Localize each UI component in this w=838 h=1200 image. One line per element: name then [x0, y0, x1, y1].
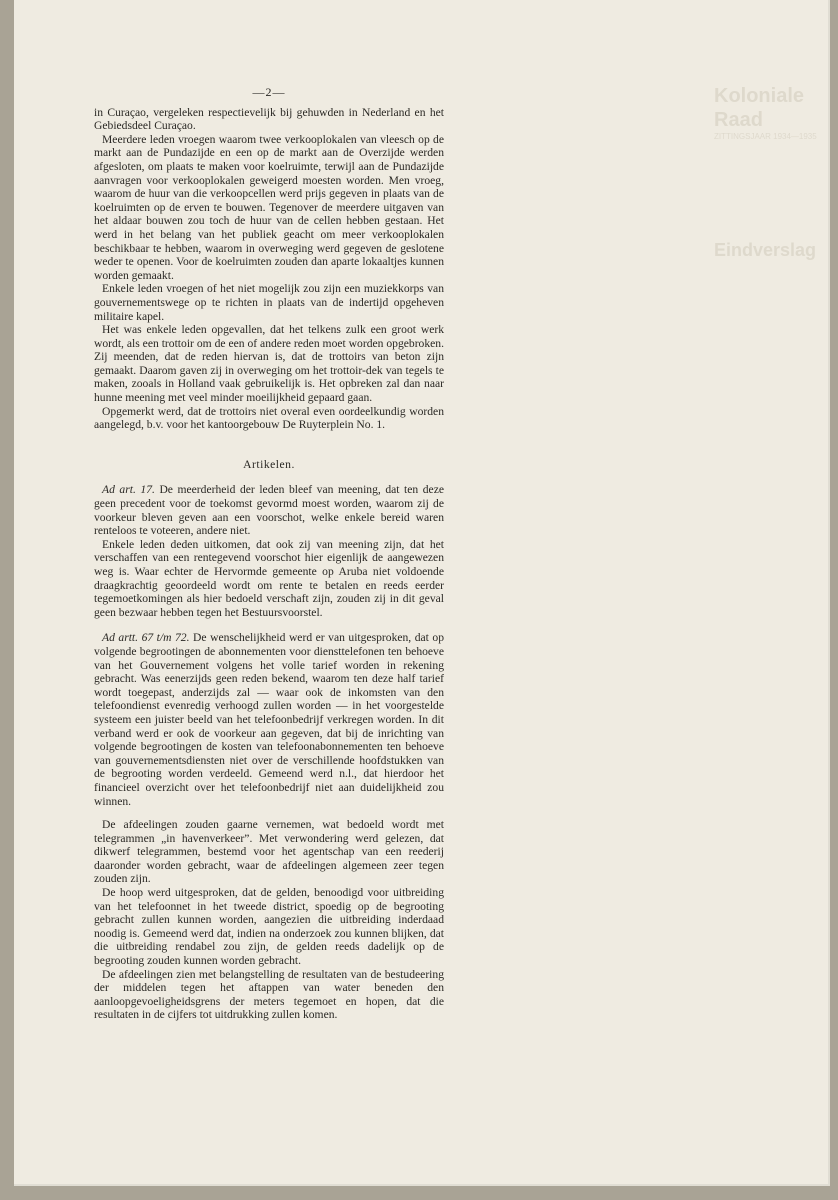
page-number: —2—	[252, 85, 286, 99]
paragraph: De afdeelingen zouden gaarne vernemen, wat bedoeld wordt met telegrammen „in havenverkeer”. Met verwondering werd gelezen, dat dikwerf telegrammen, bestemd voor het agentschap van een reederij daaronder worden gebracht, waar de afdeelingen algemeen zeer tegen zouden zijn.	[94, 818, 444, 886]
bleed-through-header	[714, 84, 834, 262]
article-ref: Ad art. 17.	[102, 483, 155, 497]
article-ref: Ad artt. 67 t/m 72.	[102, 631, 190, 645]
paragraph: Het was enkele leden opgevallen, dat het telkens zulk een groot werk wordt, als een trottoir om de een of andere reden moet worden opgebroken. Zij meenden, dat de reden hiervan is, dat de trottoirs van beton zijn gemaakt. Daarom gaven zij in overweging om het trottoir-dek van tegels te maken, zooals in Holland vaak gebruikelijk is. Het opbreken zal dan naar hunne meening met veel minder moeilijkheid gepaard gaan.	[94, 323, 444, 405]
paragraph: De afdeelingen zien met belangstelling de resultaten van de bestudeering der middelen tegen het aftappen van water beneden den aanloopgevoeligheidsgrens der meters tegemoet en hopen, dat die resultaten in de cijfers tot uitdrukking zullen komen.	[94, 967, 444, 1022]
ghost-section: Eindverslag	[714, 240, 817, 260]
paragraph: Opgemerkt werd, dat de trottoirs niet overal even oordeelkundig worden aangelegd, b.v. voor het kantoorgebouw De Ruyterplein No. 1.	[94, 404, 444, 432]
section-heading: Artikelen.	[243, 457, 295, 471]
paragraph: De hoop werd uitgesproken, dat de gelden, benoodigd voor uitbreiding van het telefoonnet in het tweede district, spoedig op de begrooting gebracht zullen kunnen worden, aangezien die uitbreiding inderdaad noodig is. Gemeend werd dat, indien na onderzoek zou kunnen blijken, dat die uitbreiding rendabel zou zijn, de gelden reeds dadelijk op de begrooting zouden kunnen worden gebracht.	[94, 886, 444, 968]
article-paragraph	[94, 631, 444, 808]
ghost-title: Koloniale Raad	[714, 85, 805, 131]
article-text: De wenschelijkheid werd er van uitgesproken, dat op volgende begrootingen de abonnementen voor diensttelefonen ten behoeve van het Gouvernement volgens het volle tarief worden in rekening gebracht. Was eenerzijds geen reden bekend, waarom ten deze half tarief wordt toegepast, anderzijds zal — waar ook de inkomsten van den telefoondienst evenredig verhoogd zullen worden — in het voorgestelde systeem een juister beeld van het telefoonbedrijf verkregen worden. In dit verband werd er ook de voorkeur aan gegeven, dat bij de inrichting van volgende begrootingen de kosten van telefoonabonnementen ten behoeve van gouvernementsdiensten niet over de verschillende hoofdstukken van de begrooting worden verdeeld. Gemeend werd n.l., dat hierdoor het financieel overzicht over het telefoonbedrijf niet aan duidelijkheid zou winnen.	[94, 631, 444, 808]
document-page	[14, 0, 830, 1186]
article-paragraph	[94, 483, 444, 537]
paragraph: in Curaçao, vergeleken respectievelijk bij gehuwden in Nederland en het Gebiedsdeel Curaçao.	[94, 105, 444, 133]
paragraph: Meerdere leden vroegen waarom twee verkooplokalen van vleesch op de markt aan de Pundazijde en een op de markt aan de Overzijde werden afgesloten, om plaats te maken voor koelruimte, terwijl aan de Pundazijde aanvragen voor verkooplokalen geweigerd moesten worden. Men vroeg, waarom de huur van die verkoopcellen werd prijs gegeven in plaats van de koelruimten op de erven te bouwen. Tegenover de meerdere uitgaven van het aldaar bouwen zou toch de huur van de cellen hebben gestaan. Het werd in het belang van het publiek geacht om meer verkooplokalen beschikbaar te hebben, waarom in overweging werd gegeven de geslotene weder te openen. Voor de koelruimten zouden dan aparte lokaaltjes kunnen worden gemaakt.	[94, 132, 444, 282]
paragraph: Enkele leden vroegen of het niet mogelijk zou zijn een muziekkorps van gouvernementswege op te richten in plaats van de indertijd opgeheven militaire kapel.	[94, 282, 444, 323]
ghost-subtitle: ZITTINGSJAAR 1934—1935	[714, 132, 817, 141]
spacer	[94, 808, 444, 818]
text-column	[94, 86, 444, 1022]
spacer	[94, 619, 444, 631]
article-text: De meerderheid der leden bleef van meening, dat ten deze geen precedent voor de toekomst gevormd moest worden, waarom zij de voorkeur bleven geven aan een voorschot, welke enkele bereid waren renteloos te voteeren, andere niet.	[94, 483, 444, 538]
paragraph: Enkele leden deden uitkomen, dat ook zij van meening zijn, dat het verschaffen van een rentegevend voorschot hier eigenlijk de aangewezen weg is. Waar echter de Hervormde gemeente op Aruba niet voldoende draagkrachtig geoordeeld wordt om rente te betalen en reeds eerder tegemoetkomingen als hier bedoeld verschaft zijn, zouden zij in dit geval geen bezwaar hebben tegen het Bestuursvoorstel.	[94, 537, 444, 619]
